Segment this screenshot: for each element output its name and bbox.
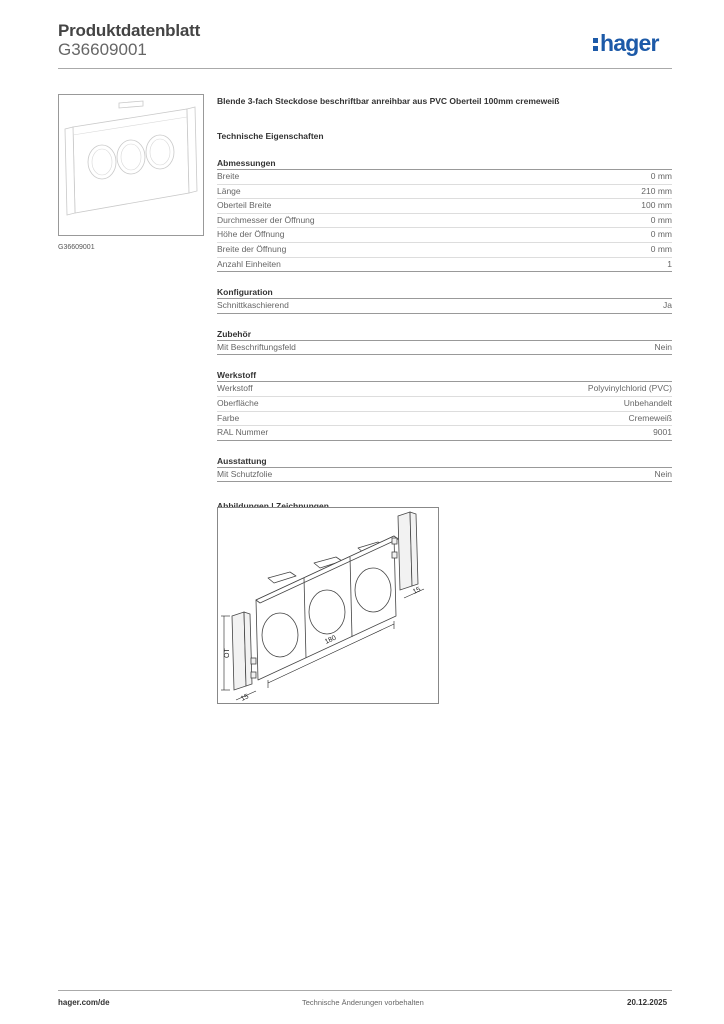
section-konfiguration bbox=[217, 286, 672, 314]
dim-height: OT bbox=[224, 648, 231, 658]
spec-value: 9001 bbox=[653, 427, 672, 438]
spec-label: Mit Beschriftungsfeld bbox=[217, 341, 296, 352]
spec-row bbox=[217, 397, 672, 412]
spec-label: Anzahl Einheiten bbox=[217, 258, 281, 269]
section-title: Ausstattung bbox=[217, 455, 672, 468]
spec-label: Mit Schutzfolie bbox=[217, 468, 273, 479]
spec-row bbox=[217, 426, 672, 441]
section-title: Werkstoff bbox=[217, 369, 672, 382]
spec-value: 0 mm bbox=[650, 214, 672, 225]
section-werkstoff bbox=[217, 369, 672, 440]
footer-website[interactable]: hager.com/de bbox=[58, 998, 110, 1007]
section-ausstattung bbox=[217, 455, 672, 483]
spec-content bbox=[217, 96, 672, 512]
spec-row bbox=[217, 468, 672, 483]
page-title: Produktdatenblatt bbox=[58, 21, 201, 40]
section-abmessungen bbox=[217, 157, 672, 272]
spec-row bbox=[217, 199, 672, 214]
spec-label: Durchmesser der Öffnung bbox=[217, 214, 315, 225]
dim-length: 180 bbox=[323, 634, 338, 646]
spec-label: Oberfläche bbox=[217, 397, 259, 408]
spec-value: Polyvinylchlorid (PVC) bbox=[587, 383, 672, 394]
spec-label: Schnittkaschierend bbox=[217, 300, 289, 311]
spec-row bbox=[217, 299, 672, 314]
spec-value: Nein bbox=[654, 468, 672, 479]
spec-row bbox=[217, 228, 672, 243]
product-image bbox=[58, 94, 204, 236]
dim-side-left: 15 bbox=[239, 693, 250, 703]
spec-value: Cremeweiß bbox=[628, 412, 672, 423]
dim-side-right: 15 bbox=[411, 586, 422, 596]
section-title: Zubehör bbox=[217, 328, 672, 341]
spec-value: Ja bbox=[663, 300, 672, 311]
spec-value: 0 mm bbox=[650, 229, 672, 240]
spec-row bbox=[217, 341, 672, 356]
spec-value: 100 mm bbox=[641, 200, 672, 211]
spec-row bbox=[217, 382, 672, 397]
spec-label: Werkstoff bbox=[217, 383, 253, 394]
spec-label: Länge bbox=[217, 185, 241, 196]
product-description: Blende 3-fach Steckdose beschriftbar anreihbar aus PVC Oberteil 100mm cremeweiß bbox=[217, 96, 560, 106]
section-title: Abmessungen bbox=[217, 157, 672, 170]
spec-label: Breite der Öffnung bbox=[217, 243, 287, 254]
header-divider bbox=[58, 68, 672, 69]
spec-label: Höhe der Öffnung bbox=[217, 229, 285, 240]
product-code: G36609001 bbox=[58, 40, 147, 59]
spec-label: Breite bbox=[217, 171, 240, 181]
tech-heading: Technische Eigenschaften bbox=[217, 131, 324, 141]
section-title: Konfiguration bbox=[217, 286, 672, 299]
spec-value: Unbehandelt bbox=[623, 397, 672, 408]
spec-value: 1 bbox=[667, 258, 672, 269]
svg-text:hager: hager bbox=[600, 30, 659, 56]
spec-label: Oberteil Breite bbox=[217, 200, 272, 211]
footer-date: 20.12.2025 bbox=[627, 998, 668, 1007]
footer-divider bbox=[58, 990, 672, 991]
spec-label: Farbe bbox=[217, 412, 240, 423]
spec-label: RAL Nummer bbox=[217, 427, 269, 438]
spec-row bbox=[217, 185, 672, 200]
spec-value: 0 mm bbox=[650, 171, 672, 181]
spec-row bbox=[217, 243, 672, 258]
spec-row bbox=[217, 214, 672, 229]
spec-row bbox=[217, 412, 672, 427]
image-caption: G36609001 bbox=[58, 244, 95, 251]
spec-value: 210 mm bbox=[641, 185, 672, 196]
technical-drawing bbox=[217, 507, 439, 704]
hager-logo bbox=[592, 28, 676, 58]
footer-note: Technische Änderungen vorbehalten bbox=[302, 998, 424, 1007]
spec-row bbox=[217, 258, 672, 273]
section-zubehoer bbox=[217, 328, 672, 356]
spec-row bbox=[217, 170, 672, 185]
spec-value: 0 mm bbox=[650, 243, 672, 254]
spec-value: Nein bbox=[654, 341, 672, 352]
